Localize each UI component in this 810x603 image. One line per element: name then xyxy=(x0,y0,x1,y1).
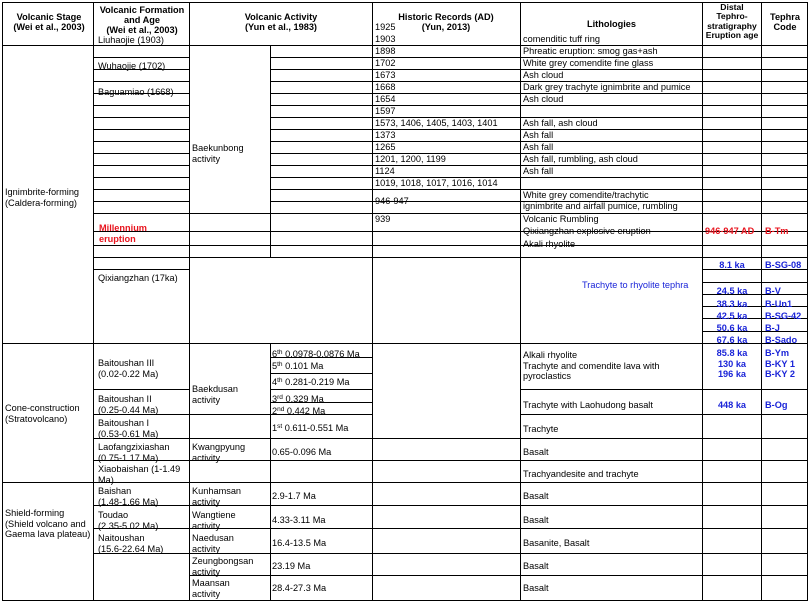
distal-age: 85.8 ka xyxy=(716,348,748,358)
distal-age: 8.1 ka xyxy=(719,260,745,270)
grid-line xyxy=(702,282,808,283)
stage-shield: Shield-forming (Shield volcano and Gaema lava plateau) xyxy=(5,508,91,539)
lithology: Basalt xyxy=(523,561,549,571)
header-records: Historic Records (AD) (Yun, 2013) xyxy=(398,12,494,32)
activity-wangtiene: Wangtiene activity xyxy=(192,510,236,531)
lithology: Phreatic eruption: smog gas+ash xyxy=(523,46,658,56)
formation-baguamiao: Baguamiao (1668) xyxy=(98,87,174,97)
activity-baekdusan: Baekdusan activity xyxy=(192,384,238,405)
lithology: White grey comendite/trachytic ignimbrite and airfall pumice, rumbling xyxy=(523,190,678,211)
lithology: Basanite, Basalt xyxy=(523,538,590,548)
record-year: 1201, 1200, 1199 xyxy=(375,154,446,164)
record-year: 1702 xyxy=(375,58,396,68)
grid-line xyxy=(270,45,271,258)
grid-line xyxy=(93,129,190,130)
activity-naedusan: Naedusan activity xyxy=(192,533,234,554)
activity-age-4th: 4th 0.281-0.219 Ma xyxy=(272,377,350,387)
activity-kunhamsan: Kunhamsan activity xyxy=(192,486,242,507)
formation-baishan: Baishan (1.48-1.66 Ma) xyxy=(98,486,159,507)
grid-line xyxy=(189,575,808,576)
grid-line xyxy=(93,117,190,118)
activity-age-5th: 5th 0.101 Ma xyxy=(272,361,324,371)
grid-line xyxy=(270,373,373,374)
lithology: Ash fall, rumbling, ash cloud xyxy=(523,154,638,164)
grid-line xyxy=(372,2,373,601)
activity-age-naedusan: 16.4-13.5 Ma xyxy=(272,538,327,548)
lithology: Basalt xyxy=(523,491,549,501)
grid-line xyxy=(2,600,808,601)
lithology: Basalt xyxy=(523,583,549,593)
tephra-code: B-Tm xyxy=(765,226,789,236)
grid-line xyxy=(93,141,190,142)
tephra-code: B-Un1 xyxy=(765,299,793,309)
formation-naitoushan: Naitoushan (15.6-22.64 Ma) xyxy=(98,533,164,554)
grid-line xyxy=(93,269,190,270)
grid-line xyxy=(807,2,808,601)
lithology: Ash cloud xyxy=(523,94,564,104)
grid-line xyxy=(93,57,190,58)
record-year: 1668 xyxy=(375,82,396,92)
grid-line xyxy=(93,189,190,190)
activity-kwangpyung: Kwangpyung activity xyxy=(192,442,246,463)
grid-line xyxy=(2,343,808,344)
tephra-code: B-Sado xyxy=(765,335,798,345)
lithology: Ash cloud xyxy=(523,70,564,80)
grid-line xyxy=(93,2,94,601)
activity-age-2nd: 2nd 0.442 Ma xyxy=(272,406,326,416)
distal-age: 38.3 ka xyxy=(716,299,748,309)
record-year: 1573, 1406, 1405, 1403, 1401 xyxy=(375,118,498,128)
activity-age-6th: 6th 0.0978-0.0876 Ma xyxy=(272,349,360,359)
header-tephra: Tephra Code xyxy=(770,12,800,32)
formation-millennium: Millennium eruption xyxy=(99,223,147,244)
grid-line xyxy=(93,213,808,214)
record-year: 1903 xyxy=(375,34,396,44)
activity-age-maansan: 28.4-27.3 Ma xyxy=(272,583,327,593)
distal-age: 50.6 ka xyxy=(716,323,748,333)
grid-line xyxy=(93,165,190,166)
formation-laofangzixiashan: Laofangzixiashan (0.75-1.17 Ma) xyxy=(98,442,170,463)
distal-age: 42.5 ka xyxy=(716,311,748,321)
grid-line xyxy=(93,177,190,178)
formation-xiaobaishan: Xiaobaishan (1-1.49 Ma) xyxy=(98,464,181,485)
record-year: 1925 xyxy=(375,22,396,32)
distal-age: 196 ka xyxy=(717,369,747,379)
grid-line xyxy=(270,177,808,178)
header-activity: Volcanic Activity (Yun et al., 1983) xyxy=(244,12,318,32)
formation-baitoushan-3: Baitoushan III (0.02-0.22 Ma) xyxy=(98,358,159,379)
formation-baitoushan-1: Baitoushan I (0.53-0.61 Ma) xyxy=(98,418,159,439)
formation-wuhaojie: Wuhaojie (1702) xyxy=(98,61,166,71)
activity-age-kunhamsan: 2.9-1.7 Ma xyxy=(272,491,316,501)
record-year: 1019, 1018, 1017, 1016, 1014 xyxy=(375,178,498,188)
grid-line xyxy=(520,2,521,601)
grid-line xyxy=(761,2,762,601)
lithology: Alkali rhyolite Trachyte and comendite lava with pyroclastics xyxy=(523,350,660,381)
tephra-code: B-KY 1 xyxy=(765,359,795,369)
grid-line xyxy=(2,2,3,601)
grid-line xyxy=(270,389,373,390)
lithology: Ash fall, ash cloud xyxy=(523,118,598,128)
distal-age: 130 ka xyxy=(717,359,747,369)
grid-line xyxy=(93,389,190,390)
tephra-code: B-SG-42 xyxy=(765,311,802,321)
record-year: 1124 xyxy=(375,166,395,176)
formation-baitoushan-2: Baitoushan II (0.25-0.44 Ma) xyxy=(98,394,159,415)
formation-toudao: Toudao (2.35-5.02 Ma) xyxy=(98,510,159,531)
grid-line xyxy=(189,2,190,601)
record-year: 946-947 xyxy=(375,196,409,206)
activity-maansan: Maansan activity xyxy=(192,578,230,599)
record-year: 1265 xyxy=(375,142,396,152)
grid-line xyxy=(270,482,271,601)
header-lithologies: Lithologies xyxy=(587,19,636,29)
formation-liuhaojie: Liuhaojie (1903) xyxy=(98,35,164,45)
lithology: Qixiangzhan explosive eruption xyxy=(523,226,651,236)
lithology: Ash fall xyxy=(523,166,554,176)
record-year: 1898 xyxy=(375,46,396,56)
header-formation: Volcanic Formation and Age (Wei et al., 2003) xyxy=(99,5,185,35)
grid-line xyxy=(93,257,808,258)
grid-line xyxy=(520,389,808,390)
lithology: Trachyandesite and trachyte xyxy=(523,469,639,479)
lithology: Volcanic Rumbling xyxy=(523,214,599,224)
grid-line xyxy=(93,438,808,439)
distal-age: 448 ka xyxy=(717,400,747,410)
lithology: Trachyte with Laohudong basalt xyxy=(523,400,653,410)
record-year: 1654 xyxy=(375,94,396,104)
stage-cone: Cone-construction (Stratovolcano) xyxy=(5,403,80,424)
activity-baekunbong: Baekunbong activity xyxy=(192,143,244,164)
tephra-code: B-KY 2 xyxy=(765,369,795,379)
lithology: Dark grey trachyte ignimbrite and pumice xyxy=(523,82,691,92)
lithology: Ash fall xyxy=(523,130,554,140)
grid-line xyxy=(270,343,271,483)
lithology: Basalt xyxy=(523,515,549,525)
grid-line xyxy=(93,105,190,106)
record-year: 939 xyxy=(375,214,391,224)
activity-age-zeungbongsan: 23.19 Ma xyxy=(272,561,311,571)
record-year: 1373 xyxy=(375,130,396,140)
header-stage: Volcanic Stage (Wei et al., 2003) xyxy=(13,12,85,32)
record-year: 1597 xyxy=(375,106,396,116)
tephra-code: B-J xyxy=(765,323,780,333)
volcanic-stratigraphy-table xyxy=(2,2,808,601)
activity-zeungbongsan: Zeungbongsan activity xyxy=(192,556,254,577)
tephra-code: B-Og xyxy=(765,400,788,410)
tephra-code: B-V xyxy=(765,286,781,296)
distal-age: 946-947 AD xyxy=(705,226,755,236)
grid-line xyxy=(93,81,190,82)
grid-line xyxy=(93,231,808,232)
grid-line xyxy=(93,245,808,246)
grid-line xyxy=(93,201,190,202)
activity-age-kwangpyung: 0.65-0.096 Ma xyxy=(272,447,332,457)
lithology: Trachyte xyxy=(523,424,559,434)
grid-line xyxy=(93,153,190,154)
grid-line xyxy=(270,105,808,106)
lithology: Akali rhyolite xyxy=(523,239,576,249)
lithology: comenditic tuff ring xyxy=(523,34,600,44)
grid-line xyxy=(702,2,703,601)
lithology: Basalt xyxy=(523,447,549,457)
activity-age-1st: 1st 0.611-0.551 Ma xyxy=(272,423,349,433)
distal-age: 67.6 ka xyxy=(716,335,748,345)
distal-age: 24.5 ka xyxy=(716,286,748,296)
tephra-code: B-SG-08 xyxy=(765,260,802,270)
lithology: Ash fall xyxy=(523,142,554,152)
tephra-code: B-Ym xyxy=(765,348,789,358)
header-distal: Distal Tephro- stratigraphy Eruption age xyxy=(705,2,759,41)
grid-line xyxy=(520,414,808,415)
formation-qixiangzhan: Qixiangzhan (17ka) xyxy=(98,273,178,283)
activity-age-wangtiene: 4.33-3.11 Ma xyxy=(272,515,326,525)
lithology-tephra: Trachyte to rhyolite tephra xyxy=(582,280,689,290)
stage-ignimbrite: Ignimbrite-forming (Caldera-forming) xyxy=(5,187,80,208)
record-year: 1673 xyxy=(375,70,396,80)
activity-age-3rd: 3rd 0.329 Ma xyxy=(272,394,324,404)
lithology: White grey comendite fine glass xyxy=(523,58,654,68)
grid-line xyxy=(2,2,808,3)
